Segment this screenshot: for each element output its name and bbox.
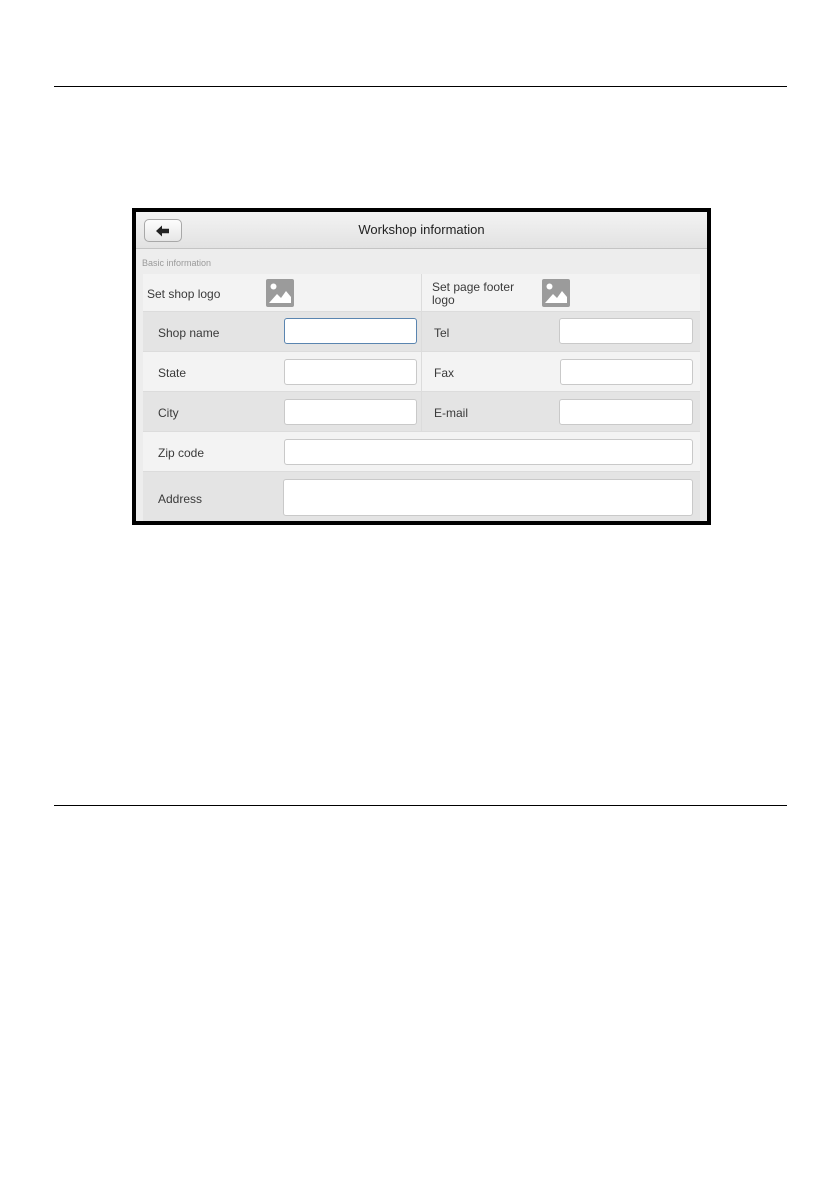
workshop-information-screen — [132, 208, 711, 525]
state-input[interactable] — [284, 359, 417, 385]
city-label: City — [158, 406, 179, 420]
column-divider — [421, 312, 422, 351]
email-input[interactable] — [559, 399, 693, 425]
column-divider — [421, 392, 422, 431]
zip-code-label: Zip code — [158, 446, 205, 460]
address-label: Address — [158, 492, 203, 506]
zip-code-row — [143, 432, 700, 472]
shop-name-tel-row — [143, 312, 700, 352]
fax-input[interactable] — [560, 359, 693, 385]
column-divider — [421, 352, 422, 391]
address-row — [143, 472, 700, 525]
tel-input[interactable] — [559, 318, 693, 344]
city-input[interactable] — [284, 399, 417, 425]
fax-label: Fax — [434, 366, 455, 380]
footer-logo-image-icon[interactable] — [542, 279, 570, 307]
tel-label: Tel — [434, 326, 450, 340]
address-input[interactable] — [283, 479, 693, 516]
footer-logo-label-line1: Set page footer — [432, 280, 515, 294]
footer-logo-label — [432, 281, 514, 307]
zip-code-input[interactable] — [284, 439, 693, 465]
shop-name-input[interactable] — [284, 318, 417, 344]
header-rule — [54, 86, 787, 87]
state-fax-row — [143, 352, 700, 392]
shop-logo-image-icon[interactable] — [266, 279, 294, 307]
section-label: Basic information — [142, 258, 212, 268]
city-email-row — [143, 392, 700, 432]
screen-title: Workshop information — [358, 222, 485, 237]
footer-rule — [54, 805, 787, 806]
basic-information-panel — [143, 274, 700, 525]
column-divider — [421, 274, 422, 311]
shop-logo-label: Set shop logo — [147, 287, 221, 301]
shop-name-label: Shop name — [158, 326, 220, 340]
footer-logo-label-line2: logo — [432, 293, 455, 307]
email-label: E-mail — [434, 406, 469, 420]
logo-row — [143, 274, 700, 312]
title-bar — [136, 212, 707, 249]
state-label: State — [158, 366, 187, 380]
